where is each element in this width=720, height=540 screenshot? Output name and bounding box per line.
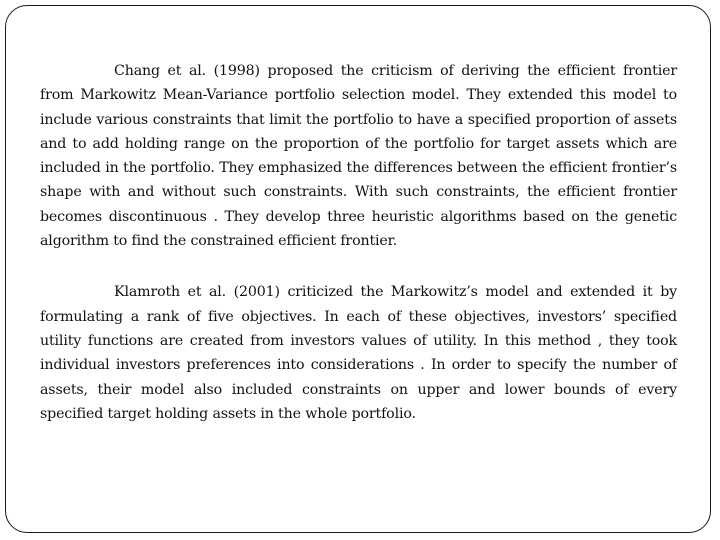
slide-body xyxy=(40,59,677,426)
paragraph-chang: Chang et al. (1998) proposed the criticism of deriving the efficient frontier from Markowitz Mean-Variance portfolio selection model. They extended this model to include various constraints that limit the portfolio to have a specified proportion of assets and to add holding range on the proportion of the portfolio for target assets which are included in the portfolio. They emphasized the differences between the efficient frontier’s shape with and without such constraints. With such constraints, the efficient frontier becomes discontinuous . They develop three heuristic algorithms based on the genetic algorithm to find the constrained efficient frontier. xyxy=(40,63,677,250)
paragraph-klamroth: Klamroth et al. (2001) criticized the Markowitz’s model and extended it by formulating a rank of five objectives. In each of these objectives, investors’ specified utility functions are created from investors values of utility. In this method , they took individual investors preferences into considerations . In order to specify the number of assets, their model also included constraints on upper and lower bounds of every specified target holding assets in the whole portfolio. xyxy=(40,284,677,422)
slide-frame xyxy=(5,5,711,533)
